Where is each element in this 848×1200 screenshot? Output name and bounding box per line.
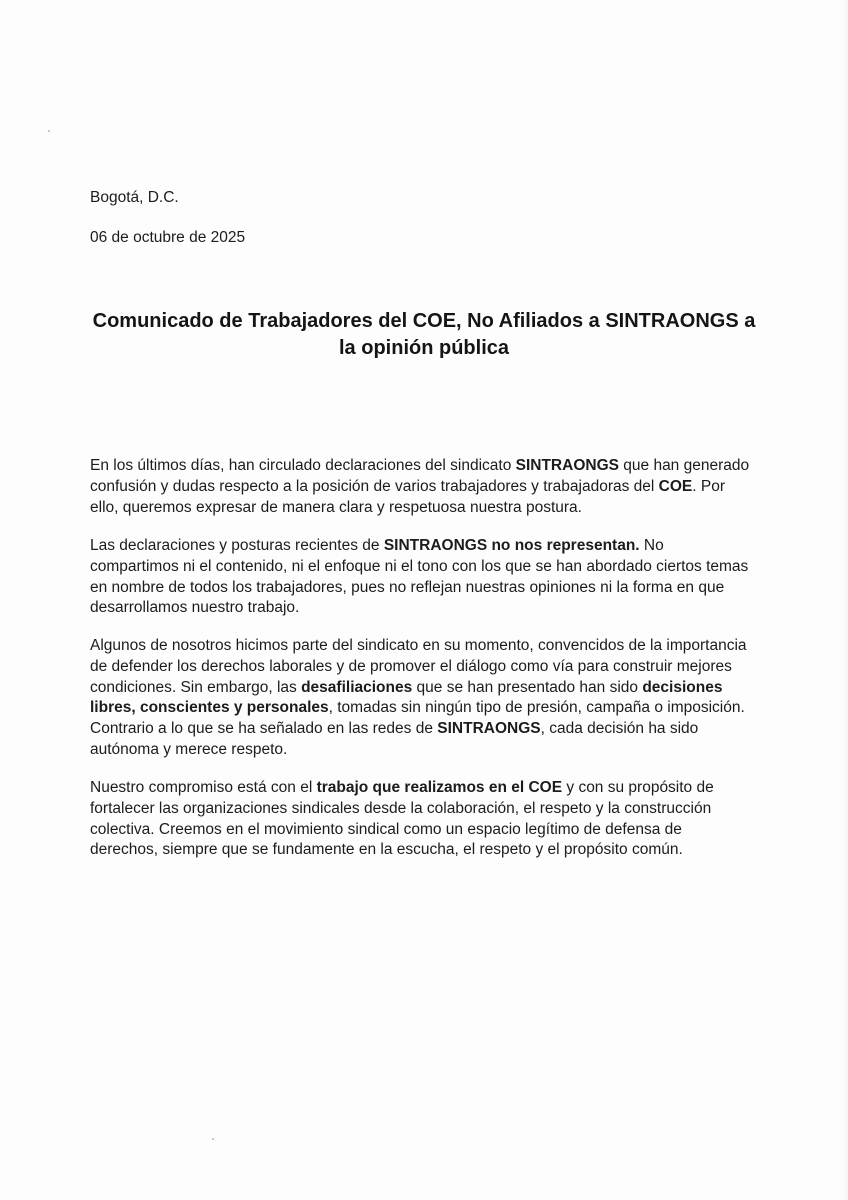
paragraph-line bbox=[90, 598, 780, 619]
text-run: . Por bbox=[692, 477, 725, 495]
text-run: Las declaraciones y posturas recientes de bbox=[90, 537, 384, 554]
paragraph-1 bbox=[90, 456, 780, 518]
text-run: Nuestro compromiso está con el bbox=[90, 779, 317, 796]
letter-place: Bogotá, D.C. bbox=[90, 189, 179, 206]
paragraph-line bbox=[90, 740, 780, 761]
text-run: , cada decisión ha sido bbox=[540, 720, 699, 738]
paragraph-line bbox=[90, 456, 780, 477]
title-line-2: la opinión pública bbox=[339, 337, 509, 359]
text-run: Algunos de nosotros hicimos parte del sindicato en su momento, convencidos de la importancia bbox=[90, 637, 747, 654]
paragraph-line bbox=[90, 477, 780, 498]
paragraph-2 bbox=[90, 536, 780, 619]
paragraph-line bbox=[90, 698, 780, 719]
paragraph-line bbox=[90, 636, 780, 657]
paragraph-line bbox=[90, 840, 780, 861]
text-run: en nombre de todos los trabajadores, pues no reflejan nuestras opiniones ni la forma en que bbox=[90, 578, 725, 596]
title-line-1: Comunicado de Trabajadores del COE, No Afiliados a SINTRAONGS a bbox=[92, 310, 756, 332]
paragraph-line bbox=[90, 557, 780, 578]
paragraph-3 bbox=[90, 636, 780, 761]
scan-speck bbox=[48, 130, 50, 132]
paragraph-line bbox=[90, 536, 780, 557]
scan-speck bbox=[212, 1138, 214, 1140]
bold-text: trabajo que realizamos en el COE bbox=[316, 779, 563, 796]
bold-text: COE bbox=[658, 477, 693, 495]
text-run: ello, queremos expresar de manera clara y respetuosa nuestra postura. bbox=[90, 498, 582, 516]
text-run: No bbox=[639, 537, 664, 554]
text-run: que se han presentado han sido bbox=[412, 678, 643, 696]
bold-text: SINTRAONGS bbox=[515, 457, 619, 474]
letter-date: 06 de octubre de 2025 bbox=[90, 229, 246, 246]
paragraph-line bbox=[90, 657, 780, 678]
scan-edge-shadow bbox=[842, 0, 848, 1200]
text-run: , tomadas sin ningún tipo de presión, campaña o imposición. bbox=[328, 699, 745, 717]
paragraph-line bbox=[90, 719, 780, 740]
text-run: autónoma y merece respeto. bbox=[90, 740, 288, 758]
text-run: En los últimos días, han circulado declaraciones del sindicato bbox=[90, 457, 516, 474]
text-run: desarrollamos nuestro trabajo. bbox=[90, 599, 300, 617]
paragraph-line bbox=[90, 678, 780, 699]
paragraph-line bbox=[90, 578, 780, 599]
text-run: compartimos ni el contenido, ni el enfoque ni el tono con los que se han abordado ciertos temas bbox=[90, 557, 749, 575]
text-run: condiciones. Sin embargo, las bbox=[90, 678, 302, 696]
paragraph-4 bbox=[90, 778, 780, 861]
paragraph-line bbox=[90, 820, 780, 841]
text-run: confusión y dudas respecto a la posición de varios trabajadores y trabajadoras del bbox=[90, 477, 659, 495]
text-run: colectiva. Creemos en el movimiento sindical como un espacio legítimo de defensa de bbox=[90, 820, 682, 838]
text-run: que han generado bbox=[618, 457, 750, 474]
text-run: de defender los derechos laborales y de promover el diálogo como vía para construir mejores bbox=[90, 657, 732, 675]
bold-text: decisiones bbox=[642, 678, 723, 696]
bold-text: SINTRAONGS no nos representan. bbox=[383, 537, 640, 554]
paragraph-line bbox=[90, 778, 780, 799]
text-run: fortalecer las organizaciones sindicales desde la colaboración, el respeto y la construcción bbox=[90, 799, 712, 817]
bold-text: SINTRAONGS bbox=[437, 720, 541, 738]
paragraph-line bbox=[90, 799, 780, 820]
text-run: y con su propósito de bbox=[562, 779, 714, 796]
document-title bbox=[60, 308, 788, 362]
text-run: Contrario a lo que se ha señalado en las redes de bbox=[90, 720, 438, 738]
text-run: derechos, siempre que se fundamente en la escucha, el respeto y el propósito común. bbox=[90, 841, 683, 859]
bold-text: libres, conscientes y personales bbox=[90, 699, 329, 717]
bold-text: desafiliaciones bbox=[301, 678, 413, 696]
paragraph-line bbox=[90, 498, 780, 519]
